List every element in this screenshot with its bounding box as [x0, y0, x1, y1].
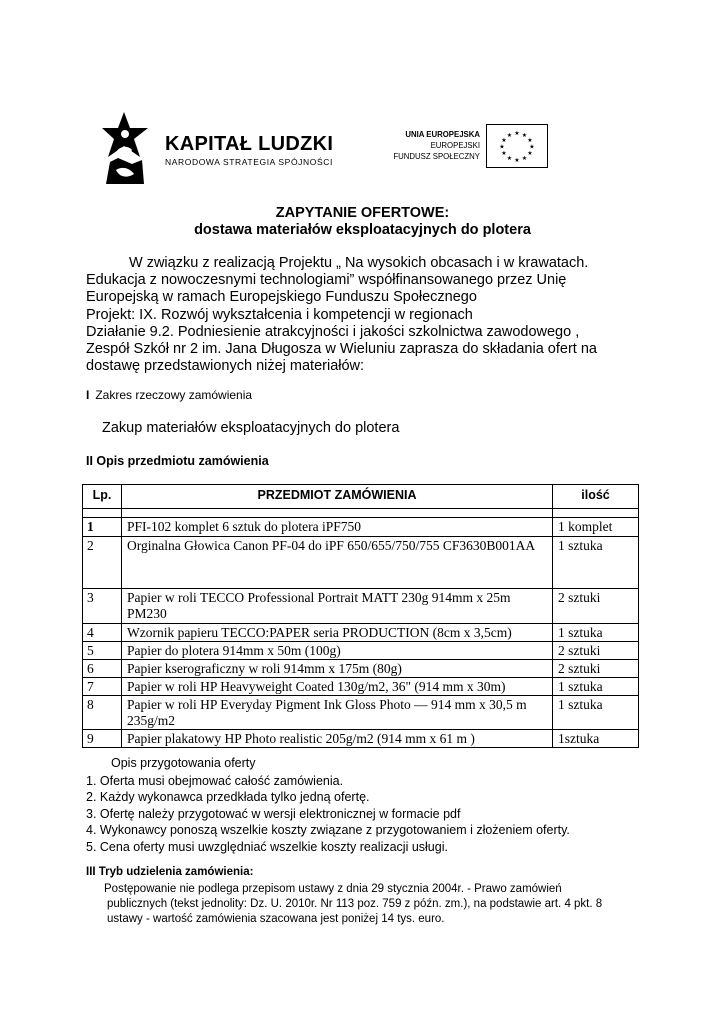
- row-qty: 1sztuka: [553, 730, 639, 748]
- intro-line: Projekt: IX. Rozwój wykształcenia i kompetencji w regionach: [86, 306, 473, 323]
- eu-flag-icon: [486, 124, 548, 168]
- col-header-item: PRZEDMIOT ZAMÓWIENIA: [122, 485, 553, 509]
- table-row: [83, 624, 639, 642]
- svg-text:★: ★: [501, 150, 507, 157]
- spacer-cell: [122, 509, 553, 518]
- svg-text:★: ★: [529, 143, 535, 151]
- table-spacer-row: [83, 509, 639, 518]
- row-number: 3: [83, 589, 122, 624]
- spacer-cell: [553, 509, 639, 518]
- row-number: 5: [83, 642, 122, 660]
- eu-fund-label: [388, 129, 480, 162]
- kapital-ludzki-title: KAPITAŁ LUDZKI: [165, 133, 334, 155]
- list-item: 3. Ofertę należy przygotować w wersji elektronicznej w formacie pdf: [86, 806, 461, 821]
- row-item: Papier w roli HP Everyday Pigment Ink Gloss Photo — 914 mm x 30,5 m 235g/m2: [122, 696, 553, 730]
- row-qty: 2 sztuki: [553, 660, 639, 678]
- document-title: ZAPYTANIE OFERTOWE:: [275, 205, 450, 221]
- row-item: Wzornik papieru TECCO:PAPER seria PRODUCTION (8cm x 3,5cm): [122, 624, 553, 642]
- intro-line: Europejską w ramach Europejskiego Funduszu Społecznego: [86, 289, 477, 306]
- row-number: 7: [83, 678, 122, 696]
- eu-line-1: UNIA EUROPEJSKA: [405, 130, 480, 139]
- row-qty: 1 sztuka: [553, 678, 639, 696]
- row-number: 4: [83, 624, 122, 642]
- svg-text:★: ★: [501, 137, 507, 144]
- items-table: [82, 484, 639, 748]
- svg-text:★: ★: [506, 132, 513, 139]
- list-item: 4. Wykonawcy ponoszą wszelkie koszty związane z przygotowaniem i złożeniem oferty.: [86, 823, 570, 838]
- list-item: 1. Oferta musi obejmować całość zamówienia.: [86, 774, 344, 788]
- row-qty: 2 sztuki: [553, 589, 639, 624]
- section-3-heading: III Tryb udzielenia zamówienia:: [86, 866, 254, 878]
- row-number: 2: [83, 537, 122, 589]
- table-row: [83, 642, 639, 660]
- intro-line: dostawę przedstawionych niżej materiałów:: [86, 358, 365, 375]
- kapital-ludzki-logo-icon: [102, 112, 148, 184]
- table-row: [83, 537, 639, 589]
- list-item: 5. Cena oferty musi uwzględniać wszelkie koszty realizacji usługi.: [86, 839, 448, 854]
- row-item: Papier plakatowy HP Photo realistic 205g/m2 (914 mm x 61 m ): [122, 730, 553, 748]
- table-row: [83, 696, 639, 730]
- svg-text:★: ★: [506, 155, 513, 162]
- section-3-line: Postępowanie nie podlega przepisom ustawy z dnia 29 stycznia 2004r. - Prawo zamówień: [104, 883, 562, 895]
- row-number: 9: [83, 730, 122, 748]
- intro-line: Zespół Szkół nr 2 im. Jana Długosza w Wieluniu zaprasza do składania ofert na: [86, 341, 597, 358]
- row-item: Papier do plotera 914mm x 50m (100g): [122, 642, 553, 660]
- section-1-heading: [86, 388, 252, 402]
- row-item: Papier kserograficzny w roli 914mm x 175m (80g): [122, 660, 553, 678]
- section-1-text: Zakup materiałów eksploatacyjnych do plotera: [102, 420, 400, 436]
- svg-text:★: ★: [521, 132, 528, 139]
- table-row: [83, 589, 639, 624]
- row-number: 1: [83, 518, 122, 537]
- section-3-line: ustawy - wartość zamówienia szacowana jest poniżej 14 tys. euro.: [107, 913, 445, 925]
- row-qty: 2 sztuki: [553, 642, 639, 660]
- document-subtitle: dostawa materiałów eksploatacyjnych do plotera: [194, 222, 531, 238]
- row-item: Papier w roli TECCO Professional Portrait MATT 230g 914mm x 25m PM230: [122, 589, 553, 624]
- intro-line: W związku z realizacją Projektu „ Na wysokich obcasach i w krawatach.: [129, 255, 589, 271]
- row-qty: 1 komplet: [553, 518, 639, 537]
- row-number: 8: [83, 696, 122, 730]
- table-row: [83, 678, 639, 696]
- intro-line: Edukacja z nowoczesnymi technologiami” współfinansowanego przez Unię: [86, 272, 567, 289]
- kapital-ludzki-subtitle: NARODOWA STRATEGIA SPÓJNOŚCI: [165, 157, 333, 167]
- table-header-row: [83, 485, 639, 509]
- preparation-list: [86, 773, 570, 855]
- col-header-qty: ilość: [553, 485, 639, 509]
- preparation-heading: Opis przygotowania oferty: [111, 756, 256, 770]
- row-qty: 1 sztuka: [553, 537, 639, 589]
- intro-paragraph: [86, 255, 646, 375]
- row-item: Orginalna Głowica Canon PF-04 do iPF 650/655/750/755 CF3630B001AA: [122, 537, 553, 589]
- section-2-heading: II Opis przedmiotu zamówienia: [86, 454, 269, 468]
- eu-line-3: FUNDUSZ SPOŁECZNY: [393, 152, 480, 161]
- svg-text:★: ★: [521, 155, 528, 162]
- row-number: 6: [83, 660, 122, 678]
- table-row: [83, 518, 639, 537]
- row-qty: 1 sztuka: [553, 624, 639, 642]
- row-qty: 1 sztuka: [553, 696, 639, 730]
- section-1-number: I: [86, 388, 90, 402]
- table-row: [83, 730, 639, 748]
- spacer-cell: [83, 509, 122, 518]
- eu-line-2: EUROPEJSKI: [430, 141, 480, 150]
- table-row: [83, 660, 639, 678]
- svg-text:★: ★: [514, 157, 520, 164]
- row-item: Papier w roli HP Heavyweight Coated 130g/m2, 36" (914 mm x 30m): [122, 678, 553, 696]
- intro-line: Działanie 9.2. Podniesienie atrakcyjności i jakości szkolnictwa zawodowego ,: [86, 323, 580, 340]
- section-3-line: publicznych (tekst jednolity: Dz. U. 2010r. Nr 113 poz. 759 z późn. zm.), na podstawie art. 4 pkt. 8: [107, 898, 603, 910]
- section-1-title: Zakres rzeczowy zamówienia: [95, 388, 253, 402]
- svg-text:★: ★: [527, 137, 533, 144]
- row-item: PFI-102 komplet 6 sztuk do plotera iPF750: [122, 518, 553, 537]
- svg-text:★: ★: [514, 130, 520, 137]
- section-3-text: [104, 882, 602, 927]
- col-header-lp: Lp.: [83, 485, 122, 509]
- svg-text:★: ★: [499, 143, 505, 151]
- svg-text:★: ★: [527, 150, 533, 157]
- list-item: 2. Każdy wykonawca przedkłada tylko jedną ofertę.: [86, 790, 370, 805]
